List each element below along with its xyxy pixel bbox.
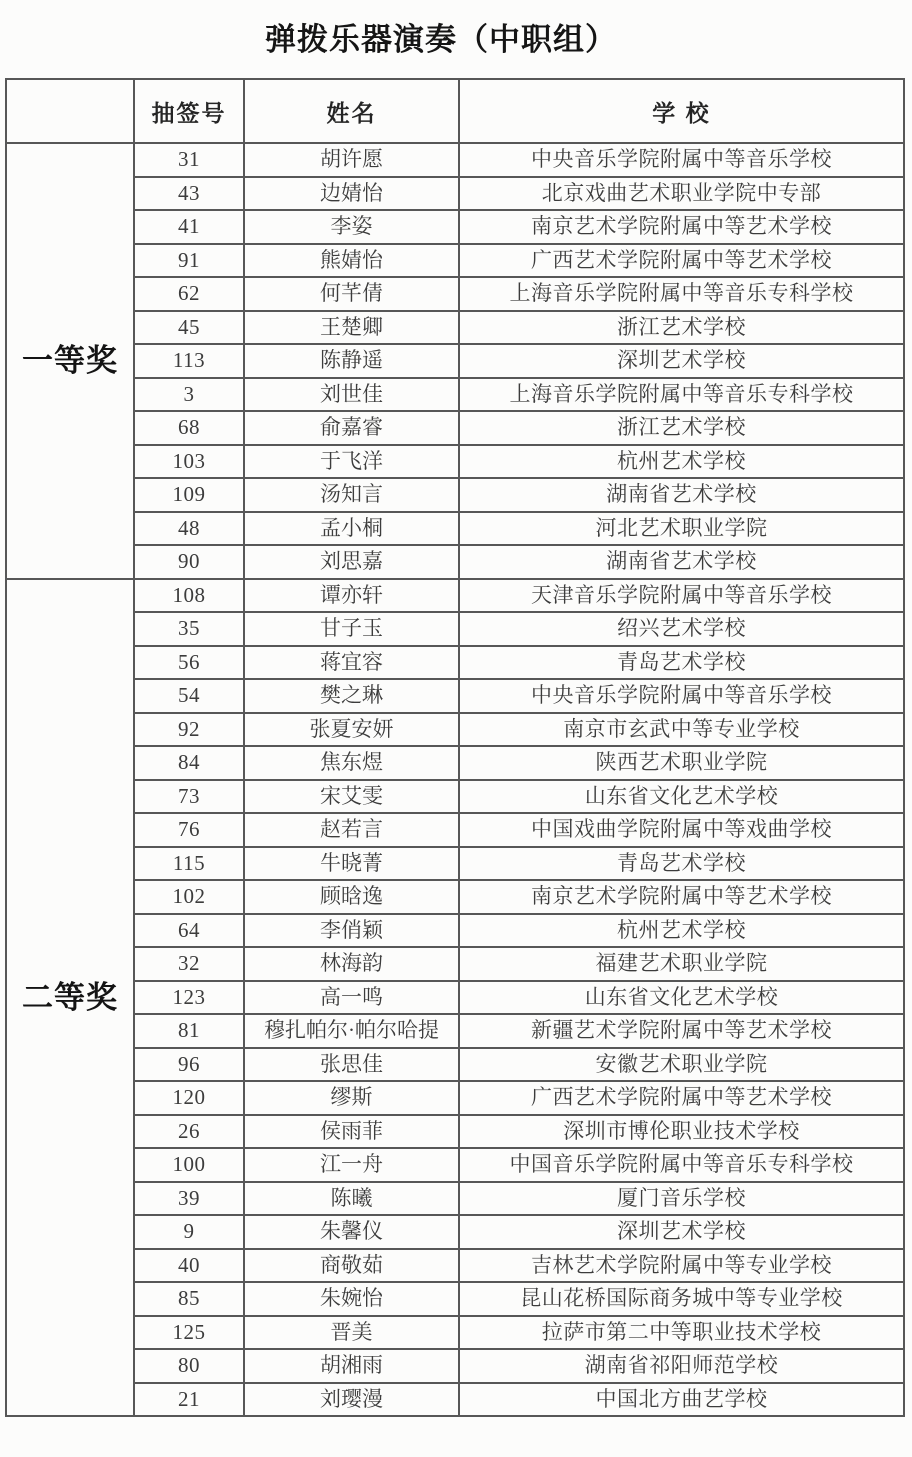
draw-number-cell: 45: [134, 311, 244, 345]
draw-number-cell: 81: [134, 1014, 244, 1048]
school-cell: 青岛艺术学校: [459, 847, 904, 881]
school-cell: 绍兴艺术学校: [459, 612, 904, 646]
table-row: [6, 713, 904, 747]
draw-number-cell: 76: [134, 813, 244, 847]
school-cell: 福建艺术职业学院: [459, 947, 904, 981]
student-name: 俞嘉睿: [320, 415, 383, 440]
school-cell: 上海音乐学院附属中等音乐专科学校: [459, 277, 904, 311]
draw-number-cell: 31: [134, 143, 244, 177]
table-row: [6, 344, 904, 378]
school-cell: 杭州艺术学校: [459, 914, 904, 948]
name-cell: [244, 981, 459, 1015]
table-row: [6, 780, 904, 814]
school-cell: 湖南省艺术学校: [459, 478, 904, 512]
name-cell: [244, 914, 459, 948]
draw-number-cell: 35: [134, 612, 244, 646]
school-cell: 中央音乐学院附属中等音乐学校: [459, 679, 904, 713]
name-cell: [244, 746, 459, 780]
student-name: 牛晓菁: [320, 850, 383, 875]
table-row: [6, 612, 904, 646]
name-cell: [244, 411, 459, 445]
header-row: [6, 79, 904, 143]
student-name: 甘子玉: [320, 616, 383, 641]
name-cell: [244, 1215, 459, 1249]
award-column-header: [6, 79, 134, 143]
table-row: [6, 1215, 904, 1249]
name-cell: [244, 1383, 459, 1417]
draw-number-cell: 120: [134, 1081, 244, 1115]
table-row: [6, 981, 904, 1015]
school-cell: 青岛艺术学校: [459, 646, 904, 680]
name-cell: [244, 679, 459, 713]
table-row: [6, 1148, 904, 1182]
draw-number-cell: 21: [134, 1383, 244, 1417]
table-row: [6, 244, 904, 278]
draw-number-cell: 39: [134, 1182, 244, 1216]
school-cell: 中国北方曲艺学校: [459, 1383, 904, 1417]
student-name: 于飞洋: [320, 448, 383, 473]
table-row: [6, 545, 904, 579]
student-name: 刘璎漫: [320, 1386, 383, 1411]
draw-number-cell: 80: [134, 1349, 244, 1383]
name-cell: [244, 478, 459, 512]
student-name: 张夏安妍: [309, 716, 394, 741]
school-cell: 山东省文化艺术学校: [459, 981, 904, 1015]
school-cell: 南京艺术学院附属中等艺术学校: [459, 210, 904, 244]
school-cell: 浙江艺术学校: [459, 311, 904, 345]
school-cell: 河北艺术职业学院: [459, 512, 904, 546]
student-name: 谭亦轩: [320, 582, 383, 607]
school-cell: 昆山花桥国际商务城中等专业学校: [459, 1282, 904, 1316]
name-cell: [244, 143, 459, 177]
table-row: [6, 1383, 904, 1417]
table-row: [6, 1014, 904, 1048]
student-name: 宋艾雯: [320, 783, 383, 808]
table-row: [6, 1316, 904, 1350]
school-cell: 拉萨市第二中等职业技术学校: [459, 1316, 904, 1350]
student-name: 王楚卿: [320, 314, 383, 339]
school-cell: 浙江艺术学校: [459, 411, 904, 445]
name-cell: [244, 1148, 459, 1182]
draw-number-cell: 108: [134, 579, 244, 613]
table-row: [6, 847, 904, 881]
school-cell: 湖南省艺术学校: [459, 545, 904, 579]
table-row: [6, 1349, 904, 1383]
student-name: 刘世佳: [320, 381, 383, 406]
student-name: 李俏颖: [320, 917, 383, 942]
name-cell: [244, 880, 459, 914]
table-header: [6, 79, 904, 143]
school-cell: 陕西艺术职业学院: [459, 746, 904, 780]
draw-number-cell: 84: [134, 746, 244, 780]
student-name: 熊婧怡: [320, 247, 383, 272]
student-name: 胡许愿: [320, 147, 383, 172]
school-cell: 广西艺术学院附属中等艺术学校: [459, 244, 904, 278]
name-cell: [244, 612, 459, 646]
draw-number-cell: 73: [134, 780, 244, 814]
draw-number-cell: 32: [134, 947, 244, 981]
draw-number-cell: 100: [134, 1148, 244, 1182]
table-row: [6, 914, 904, 948]
award-group-label: 二等奖: [6, 579, 134, 1417]
draw-number-cell: 68: [134, 411, 244, 445]
name-cell: [244, 1316, 459, 1350]
name-cell: [244, 344, 459, 378]
name-cell: [244, 277, 459, 311]
student-name: 侯雨菲: [320, 1118, 383, 1143]
draw-number-cell: 123: [134, 981, 244, 1015]
name-cell: [244, 445, 459, 479]
draw-number-cell: 125: [134, 1316, 244, 1350]
table-row: [6, 210, 904, 244]
draw-number-cell: 3: [134, 378, 244, 412]
student-name: 蒋宜容: [320, 649, 383, 674]
student-name: 李姿: [330, 214, 373, 239]
name-column-header: 姓名: [244, 79, 459, 143]
page-title: 弹拨乐器演奏（中职组）: [265, 22, 617, 57]
student-name: 高一鸣: [320, 984, 383, 1009]
student-name: 张思佳: [320, 1051, 383, 1076]
student-name: 晋美: [330, 1319, 373, 1344]
name-cell: [244, 1349, 459, 1383]
draw-number-cell: 54: [134, 679, 244, 713]
student-name: 汤知言: [320, 482, 383, 507]
table-row: [6, 478, 904, 512]
student-name: 焦东煜: [320, 750, 383, 775]
name-cell: [244, 1081, 459, 1115]
draw-number-cell: 115: [134, 847, 244, 881]
student-name: 陈静遥: [320, 348, 383, 373]
school-cell: 山东省文化艺术学校: [459, 780, 904, 814]
table-row: [6, 746, 904, 780]
table-row: [6, 880, 904, 914]
draw-number-cell: 109: [134, 478, 244, 512]
draw-number-cell: 41: [134, 210, 244, 244]
table-row: [6, 311, 904, 345]
table-row: [6, 646, 904, 680]
results-table: [5, 78, 905, 1417]
school-cell: 中央音乐学院附属中等音乐学校: [459, 143, 904, 177]
table-row: [6, 1048, 904, 1082]
name-cell: [244, 1014, 459, 1048]
results-table-body: [6, 143, 904, 1416]
school-cell: 深圳市博伦职业技术学校: [459, 1115, 904, 1149]
student-name: 朱馨仪: [320, 1219, 383, 1244]
table-row: [6, 1282, 904, 1316]
draw-number-cell: 48: [134, 512, 244, 546]
student-name: 边婧怡: [320, 180, 383, 205]
school-cell: 广西艺术学院附属中等艺术学校: [459, 1081, 904, 1115]
school-cell: 北京戏曲艺术职业学院中专部: [459, 177, 904, 211]
name-cell: [244, 579, 459, 613]
draw-number-cell: 40: [134, 1249, 244, 1283]
student-name: 朱婉怡: [320, 1286, 383, 1311]
table-row: [6, 579, 904, 613]
name-cell: [244, 947, 459, 981]
school-cell: 新疆艺术学院附属中等艺术学校: [459, 1014, 904, 1048]
name-cell: [244, 311, 459, 345]
name-cell: [244, 545, 459, 579]
table-row: [6, 512, 904, 546]
draw-number-cell: 92: [134, 713, 244, 747]
table-row: [6, 947, 904, 981]
student-name: 赵若言: [320, 817, 383, 842]
table-row: [6, 679, 904, 713]
draw-number-cell: 103: [134, 445, 244, 479]
student-name: 商敬茹: [320, 1252, 383, 1277]
table-row: [6, 277, 904, 311]
name-cell: [244, 713, 459, 747]
name-cell: [244, 177, 459, 211]
table-row: [6, 1115, 904, 1149]
draw-number-cell: 102: [134, 880, 244, 914]
school-cell: 南京艺术学院附属中等艺术学校: [459, 880, 904, 914]
student-name: 何芊倩: [320, 281, 383, 306]
student-name: 孟小桐: [320, 515, 383, 540]
draw-number-cell: 64: [134, 914, 244, 948]
draw-number-column-header: 抽签号: [134, 79, 244, 143]
table-row: [6, 378, 904, 412]
draw-number-cell: 56: [134, 646, 244, 680]
name-cell: [244, 780, 459, 814]
name-cell: [244, 210, 459, 244]
school-cell: 天津音乐学院附属中等音乐学校: [459, 579, 904, 613]
student-name: 刘思嘉: [320, 549, 383, 574]
name-cell: [244, 1048, 459, 1082]
draw-number-cell: 9: [134, 1215, 244, 1249]
table-row: [6, 177, 904, 211]
student-name: 胡湘雨: [320, 1353, 383, 1378]
name-cell: [244, 813, 459, 847]
name-cell: [244, 512, 459, 546]
draw-number-cell: 85: [134, 1282, 244, 1316]
student-name: 陈曦: [330, 1185, 373, 1210]
student-name: 江一舟: [320, 1152, 383, 1177]
name-cell: [244, 646, 459, 680]
name-cell: [244, 847, 459, 881]
school-cell: 吉林艺术学院附属中等专业学校: [459, 1249, 904, 1283]
school-cell: 中国戏曲学院附属中等戏曲学校: [459, 813, 904, 847]
student-name: 穆扎帕尔·帕尔哈提: [264, 1018, 439, 1043]
school-cell: 杭州艺术学校: [459, 445, 904, 479]
school-column-header: 学 校: [459, 79, 904, 143]
school-cell: 南京市玄武中等专业学校: [459, 713, 904, 747]
table-row: [6, 411, 904, 445]
name-cell: [244, 1115, 459, 1149]
table-row: [6, 813, 904, 847]
student-name: 顾晗逸: [320, 884, 383, 909]
name-cell: [244, 1182, 459, 1216]
school-cell: 深圳艺术学校: [459, 1215, 904, 1249]
draw-number-cell: 91: [134, 244, 244, 278]
school-cell: 上海音乐学院附属中等音乐专科学校: [459, 378, 904, 412]
student-name: 缪斯: [330, 1085, 373, 1110]
draw-number-cell: 113: [134, 344, 244, 378]
school-cell: 中国音乐学院附属中等音乐专科学校: [459, 1148, 904, 1182]
name-cell: [244, 1282, 459, 1316]
table-row: [6, 445, 904, 479]
name-cell: [244, 244, 459, 278]
draw-number-cell: 96: [134, 1048, 244, 1082]
table-row: [6, 1249, 904, 1283]
table-row: [6, 1081, 904, 1115]
draw-number-cell: 26: [134, 1115, 244, 1149]
school-cell: 安徽艺术职业学院: [459, 1048, 904, 1082]
name-cell: [244, 378, 459, 412]
name-cell: [244, 1249, 459, 1283]
school-cell: 深圳艺术学校: [459, 344, 904, 378]
student-name: 樊之琳: [320, 683, 383, 708]
student-name: 林海韵: [320, 951, 383, 976]
school-cell: 湖南省祁阳师范学校: [459, 1349, 904, 1383]
school-cell: 厦门音乐学校: [459, 1182, 904, 1216]
table-row: [6, 1182, 904, 1216]
draw-number-cell: 90: [134, 545, 244, 579]
award-group-label: 一等奖: [6, 143, 134, 579]
table-row: [6, 143, 904, 177]
draw-number-cell: 43: [134, 177, 244, 211]
draw-number-cell: 62: [134, 277, 244, 311]
